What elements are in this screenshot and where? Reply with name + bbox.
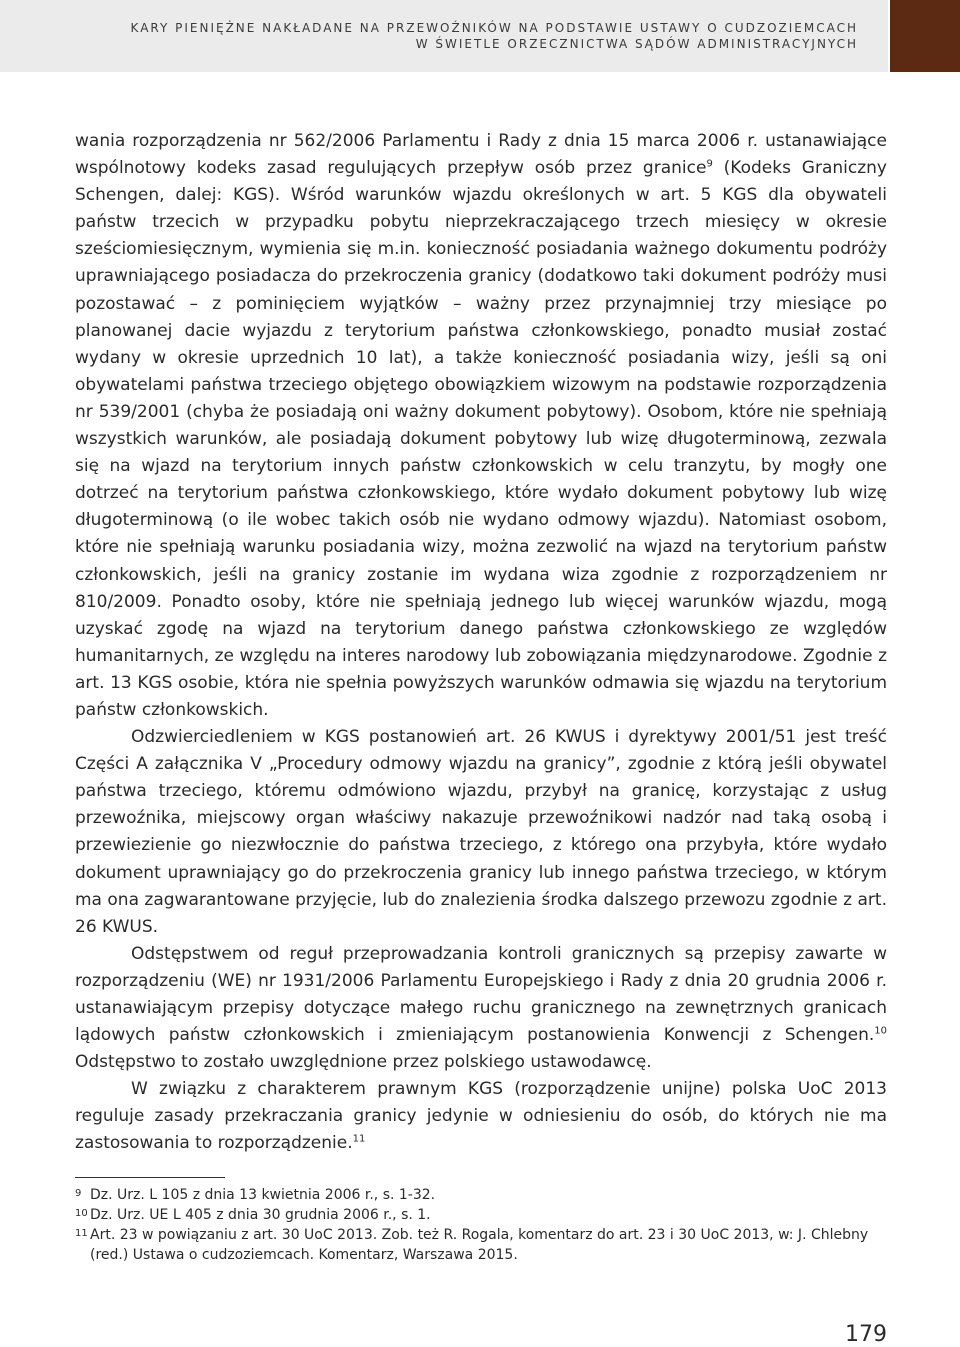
footnote-number: 9 bbox=[75, 1188, 82, 1199]
footnote-separator bbox=[75, 1177, 225, 1178]
paragraph-1-text-b: (Kodeks Graniczny Schengen, dalej: KGS). Wśród warunków wjazdu określonych w art. 5 KGS dla obywateli państw trzecich w przypadku pobytu nieprzekraczającego trzech miesięcy w okresie sześciomiesięcznym, wymienia się m.in. konieczność posiadania ważnego dokumentu podróży uprawniającego posiadacza do przekroczenia granicy (dodatkowo taki dokument podróży musi pozostawać – z pominięciem wyjątków – ważny przez przynajmniej trzy miesiące po planowanej dacie wyjazdu z terytorium państwa członkowskiego, ponadto musiał zostać wydany w okresie uprzednich 10 lat), a także konieczność posiadania wizy, jeśli są oni obywatelami państwa trzeciego objętego obowiązkiem wizowym na podstawie rozporządzenia nr 539/2001 (chyba że posiadają oni ważny dokument pobytowy). Osobom, które nie spełniają wszystkich warunków, ale posiadają dokument pobytowy lub wizę długoterminową, zezwala się na wjazd na terytorium innych państw członkowskich w celu tranzytu, by mogły one dotrzeć na terytorium państwa członkowskiego, które wydało dokument pobytowy lub wizę długoterminową (o ile wobec takich osób nie wydano odmowy wjazdu). Natomiast osobom, które nie spełniają warunku posiadania wizy, można zezwolić na wjazd na terytorium państw członkowskich, jeśli na granicy zostanie im wydana wiza zgodnie z rozporządzeniem nr 810/2009. Ponadto osoby, które nie spełniają jednego lub więcej warunków wjazdu, mogą uzyskać zgodę na wjazd na terytorium danego państwa członkowskiego ze względów humanitarnych, ze względu na interes narodowy lub zobowiązania międzynarodowe. Zgodnie z art. 13 KGS osobie, która nie spełnia powyższych warunków odmawia się wjazdu na terytorium państw członkowskich. bbox=[75, 158, 887, 720]
running-header-line-1: KARY PIENIĘŻNE NAKŁADANE NA PRZEWOŹNIKÓW NA PODSTAWIE USTAWY O CUDZOZIEMCACH bbox=[130, 21, 858, 35]
footnote-number: 10 bbox=[75, 1208, 88, 1219]
footnotes bbox=[75, 1185, 887, 1265]
main-text bbox=[75, 128, 887, 1158]
footnote-ref-10[interactable]: 10 bbox=[874, 1025, 887, 1037]
page-number: 179 bbox=[845, 1322, 887, 1347]
paragraph-3-text-b: Odstępstwo to zostało uwzględnione przez polskiego ustawodawcę. bbox=[75, 1052, 652, 1073]
footnote-text: Art. 23 w powiązaniu z art. 30 UoC 2013. Zob. też R. Rogala, komentarz do art. 23 i 30 UoC 2013, w: J. Chlebny (red.) Ustawa o cudzoziemcach. Komentarz, Warszawa 2015. bbox=[90, 1227, 869, 1263]
paragraph-2: Odzwierciedleniem w KGS postanowień art. 26 KWUS i dyrektywy 2001/51 jest treść Części A załącznika V „Procedury odmowy wjazdu na granicy”, zgodnie z którą jeśli obywatel państwa trzeciego, któremu odmówiono wjazdu, przybył na granicę, korzystając z usług przewoźnika, miejscowy organ właściwy nakazuje przewoźnikowi nadzór nad taką osobą i przewiezienie go niezwłocznie do państwa trzeciego, z którego ona przybyła, które wydało dokument uprawniający go do przekroczenia granicy lub innego państwa trzeciego, w którym ma ona zagwarantowane przyjęcie, lub do znalezienia środka dalszego przewozu zgodnie z art. 26 KWUS. bbox=[75, 727, 887, 937]
paragraph-4 bbox=[75, 1076, 887, 1157]
paragraph-1-text-a: wania rozporządzenia nr 562/2006 Parlamentu i Rady z dnia 15 marca 2006 r. ustanawiające wspólnotowy kodeks zasad regulujących przepływ osób przez granice bbox=[75, 131, 887, 179]
header-accent-block bbox=[890, 0, 960, 72]
footnote-text: Dz. Urz. L 105 z dnia 13 kwietnia 2006 r., s. 1-32. bbox=[90, 1187, 436, 1203]
footnote-ref-9[interactable]: 9 bbox=[706, 158, 713, 170]
paragraph-3-text-a: Odstępstwem od reguł przeprowadzania kontroli granicznych są przepisy zawarte w rozporządzeniu (WE) nr 1931/2006 Parlamentu Europejskiego i Rady z dnia 20 grudnia 2006 r. ustanawiającym przepisy dotyczące małego ruchu granicznego na zewnętrznych granicach lądowych państw członkowskich i zmieniającym postanowienia Konwencji z Schengen. bbox=[75, 943, 887, 1046]
paragraph-4-text: W związku z charakterem prawnym KGS (rozporządzenie unijne) polska UoC 2013 reguluje zasady przekraczania granicy jedynie w odniesieniu do osób, do których nie ma zastosowania to rozporządzenie. bbox=[75, 1079, 887, 1154]
running-header bbox=[131, 20, 858, 52]
running-header-line-2: W ŚWIETLE ORZECZNICTWA SĄDÓW ADMINISTRACYJNYCH bbox=[415, 37, 858, 51]
footnote-9 bbox=[75, 1185, 887, 1205]
footnote-ref-11[interactable]: 11 bbox=[352, 1133, 366, 1145]
footnote-10 bbox=[75, 1205, 887, 1225]
paragraph-1 bbox=[75, 128, 887, 724]
footnote-11 bbox=[75, 1225, 887, 1265]
footnote-text: Dz. Urz. UE L 405 z dnia 30 grudnia 2006 r., s. 1. bbox=[90, 1207, 431, 1223]
paragraph-3 bbox=[75, 941, 887, 1076]
footnote-number: 11 bbox=[75, 1228, 88, 1239]
